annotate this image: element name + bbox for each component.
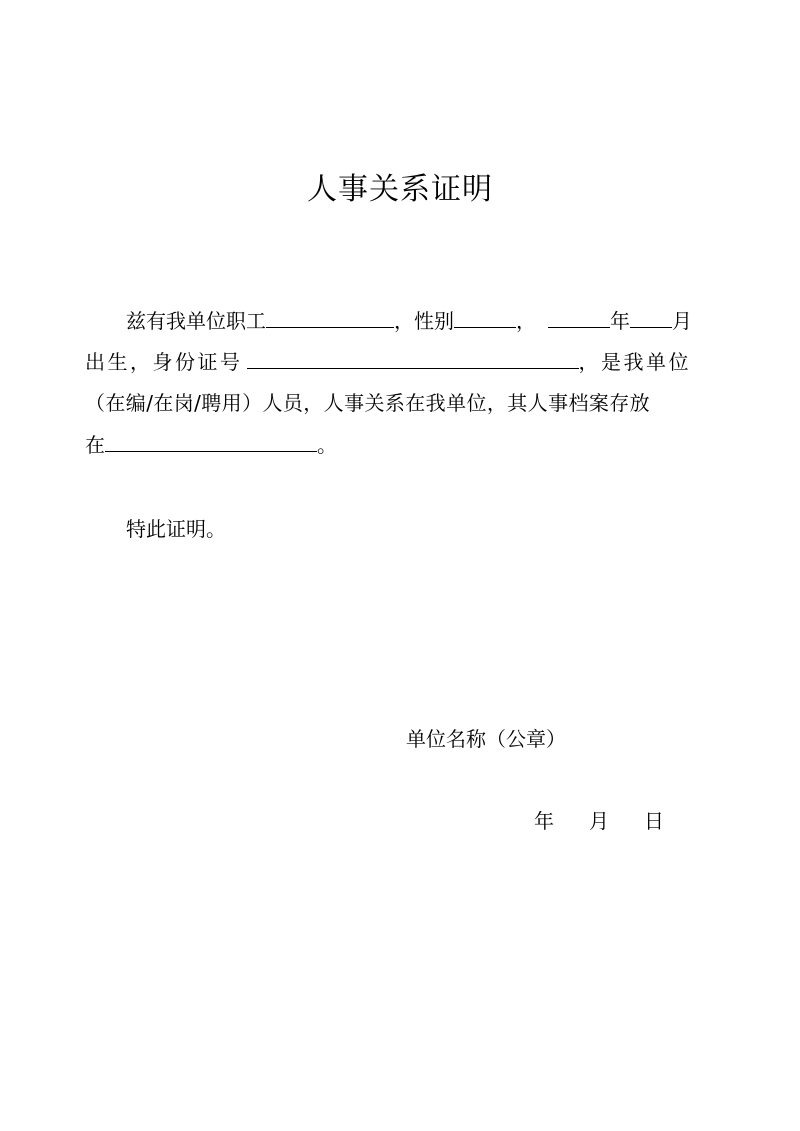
body-line-2 [85, 340, 717, 382]
body-line-4 [85, 423, 717, 465]
text-comma: ， [516, 309, 536, 333]
blank-birth-month[interactable] [630, 299, 672, 328]
blank-archive-location[interactable] [105, 423, 317, 452]
blank-id-number[interactable] [247, 340, 579, 369]
date-day-label: 日 [644, 809, 664, 833]
blank-employee-name[interactable] [266, 299, 394, 328]
text-year-label: 年 [610, 309, 630, 333]
date-year-label: 年 [534, 809, 554, 833]
blank-gender[interactable] [454, 299, 516, 328]
text-id-label: 出生，身份证号 [85, 350, 243, 374]
text-period: 。 [317, 433, 337, 457]
text-month-label: 月 [672, 309, 692, 333]
document-title: 人事关系证明 [307, 172, 493, 207]
unit-seal-label: 单位名称（公章） [406, 727, 566, 751]
text-employee-intro: 兹有我单位职工 [126, 309, 266, 333]
date-month-label: 月 [589, 809, 609, 833]
body-line-3: （在编/在岗/聘用）人员，人事关系在我单位，其人事档案存放 [85, 391, 651, 415]
closing-statement: 特此证明。 [126, 517, 226, 541]
text-is-our-unit: ，是我单位 [578, 350, 691, 374]
body-line-1 [85, 299, 717, 341]
text-stored-at: 在 [85, 433, 105, 457]
blank-birth-year[interactable] [548, 299, 610, 328]
text-gender-label: ，性别 [394, 309, 454, 333]
date-line [534, 800, 664, 842]
